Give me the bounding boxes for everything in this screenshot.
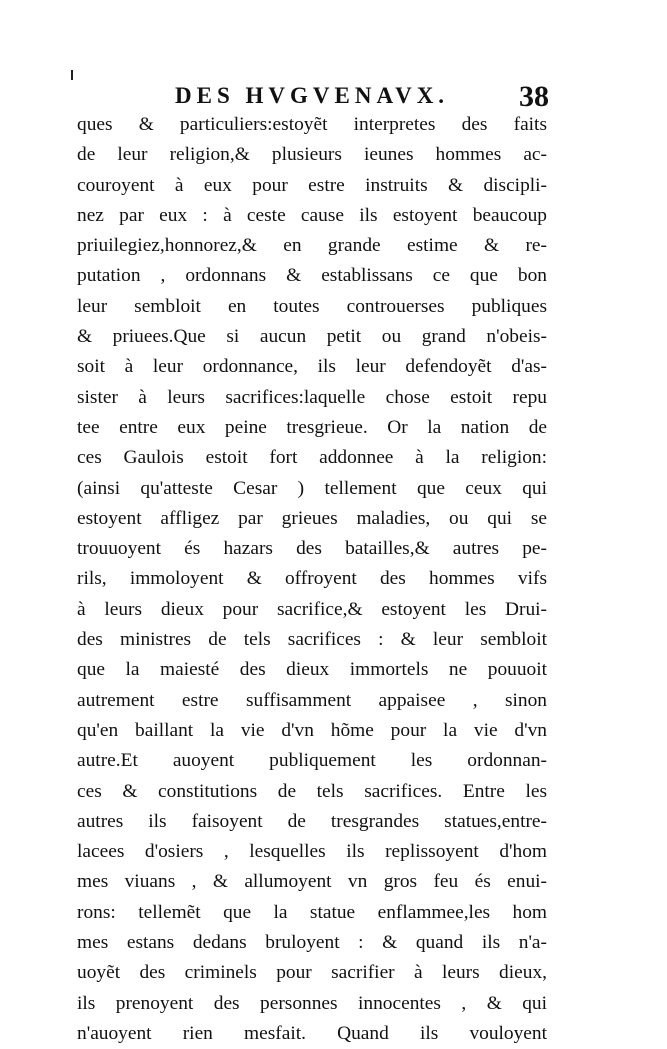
text-line: lacees d'osiers , lesquelles ils replissoyent d'hom xyxy=(77,841,547,863)
page-number: 38 xyxy=(519,80,549,113)
text-line: priuilegiez,honnorez,& en grande estime & re- xyxy=(77,235,547,257)
text-line: leur sembloit en toutes controuerses publiques xyxy=(77,295,547,317)
text-line: rons: tellemẽt que la statue enflammee,les hom xyxy=(77,901,547,923)
text-line: couroyent à eux pour estre instruits & discipli- xyxy=(77,174,547,196)
text-line: autrement estre suffisamment appaisee , sinon xyxy=(77,689,547,711)
text-line: autres ils faisoyent de tresgrandes statues,entre- xyxy=(77,810,547,832)
text-line: estoyent affligez par grieues maladies, ou qui se xyxy=(77,507,547,529)
text-line: des ministres de tels sacrifices : & leur sembloit xyxy=(77,629,547,651)
text-line: rils, immoloyent & offroyent des hommes vifs xyxy=(77,568,547,590)
text-line: que la maiesté des dieux immortels ne pouuoit xyxy=(77,659,547,681)
text-line: autre.Et auoyent publiquement les ordonnan- xyxy=(77,750,547,772)
text-line: ils prenoyent des personnes innocentes , & qui xyxy=(77,992,547,1014)
text-line: & priuees.Que si aucun petit ou grand n'obeis- xyxy=(77,326,547,348)
running-title: DES HVGVENAVX. xyxy=(175,83,450,108)
text-line: ques & particuliers:estoyẽt interpretes des faits xyxy=(77,114,547,135)
text-line: à leurs dieux pour sacrifice,& estoyent les Drui- xyxy=(77,598,547,620)
text-line: uoyẽt des criminels pour sacrifier à leurs dieux, xyxy=(77,962,547,984)
text-line: putation , ordonnans & establissans ce que bon xyxy=(77,265,547,287)
text-line: soit à leur ordonnance, ils leur defendoyẽt d'as- xyxy=(77,356,547,378)
text-line: sister à leurs sacrifices:laquelle chose estoit repu xyxy=(77,386,547,408)
text-line: trouuoyent és hazars des batailles,& autres pe- xyxy=(77,538,547,560)
text-line: (ainsi qu'atteste Cesar ) tellement que ceux qui xyxy=(77,477,547,499)
text-line: n'auoyent rien mesfait. Quand ils vouloyent xyxy=(77,1022,547,1044)
margin-mark xyxy=(71,70,73,80)
text-line: mes viuans , & allumoyent vn gros feu és enui- xyxy=(77,871,547,893)
text-line: de leur religion,& plusieurs ieunes hommes ac- xyxy=(77,144,547,166)
body-text xyxy=(77,110,547,1049)
text-line: tee entre eux peine tresgrieue. Or la nation de xyxy=(77,416,547,438)
text-line: nez par eux : à ceste cause ils estoyent beaucoup xyxy=(77,204,547,226)
text-line: ces & constitutions de tels sacrifices. Entre les xyxy=(77,780,547,802)
text-line: qu'en baillant la vie d'vn hõme pour la vie d'vn xyxy=(77,719,547,741)
text-line: ces Gaulois estoit fort addonnee à la religion: xyxy=(77,447,547,469)
text-line: mes estans dedans bruloyent : & quand ils n'a- xyxy=(77,932,547,954)
